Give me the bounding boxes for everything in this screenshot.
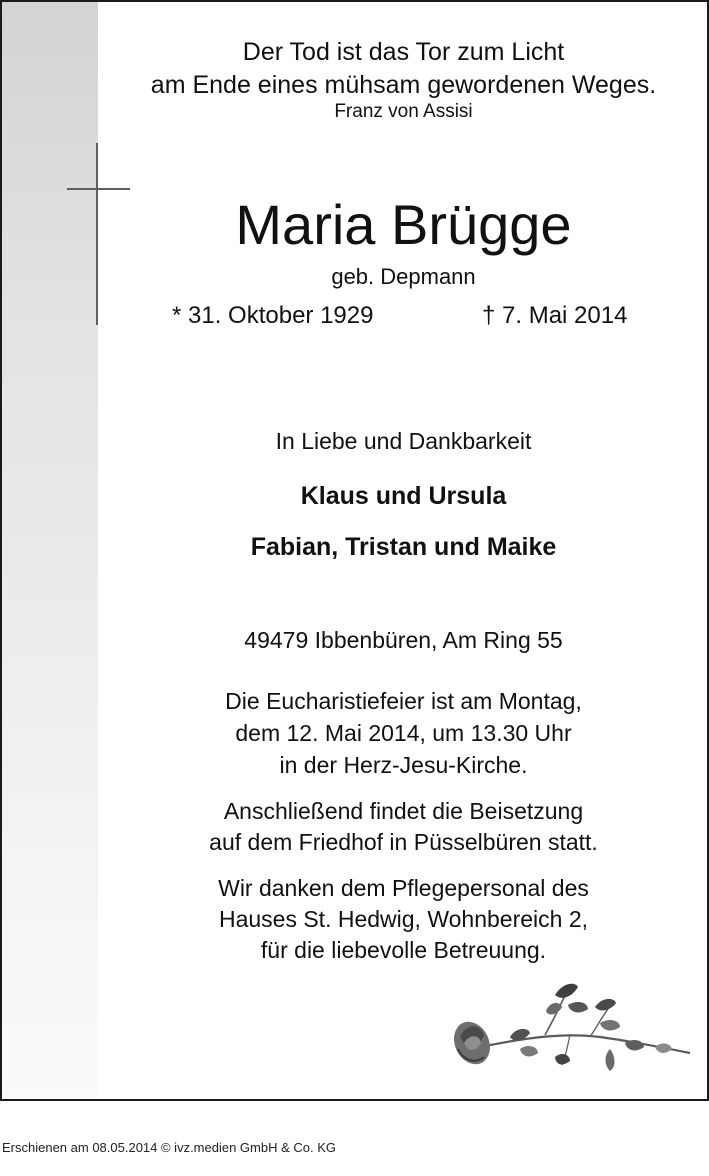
cross-horizontal-bar <box>67 188 130 190</box>
maiden-name: geb. Depmann <box>331 264 476 289</box>
publication-footer: Erschienen am 08.05.2014 © ivz.medien GmbH & Co. KG <box>2 1140 337 1155</box>
thanks-line-3: für die liebevolle Betreuung. <box>260 937 547 963</box>
service-line-1: Die Eucharistiefeier ist am Montag, <box>225 688 582 714</box>
birth-date: * 31. Oktober 1929 <box>172 302 374 329</box>
mourners-line-1: Klaus und Ursula <box>300 482 507 510</box>
burial-line-1: Anschließend findet die Beisetzung <box>223 798 584 824</box>
burial-line-2: auf dem Friedhof in Püsselbüren statt. <box>209 829 598 855</box>
thanks-line-2: Hauses St. Hedwig, Wohnbereich 2, <box>218 906 589 932</box>
deceased-name: Maria Brügge <box>235 193 572 256</box>
mourners-line-2: Fabian, Tristan und Maike <box>250 533 557 561</box>
quote-line-2: am Ende eines mühsam gewordenen Weges. <box>150 71 657 99</box>
rose-icon <box>450 977 695 1077</box>
address: 49479 Ibbenbüren, Am Ring 55 <box>244 627 563 653</box>
mourners-intro: In Liebe und Dankbarkeit <box>275 428 532 454</box>
quote-author: Franz von Assisi <box>334 101 473 122</box>
gradient-band <box>2 2 98 1099</box>
service-line-2: dem 12. Mai 2014, um 13.30 Uhr <box>235 720 572 746</box>
service-line-3: in der Herz-Jesu-Kirche. <box>279 752 528 778</box>
thanks-line-1: Wir danken dem Pflegepersonal des <box>218 875 589 901</box>
death-date: † 7. Mai 2014 <box>482 302 628 329</box>
quote-line-1: Der Tod ist das Tor zum Licht <box>242 38 565 66</box>
